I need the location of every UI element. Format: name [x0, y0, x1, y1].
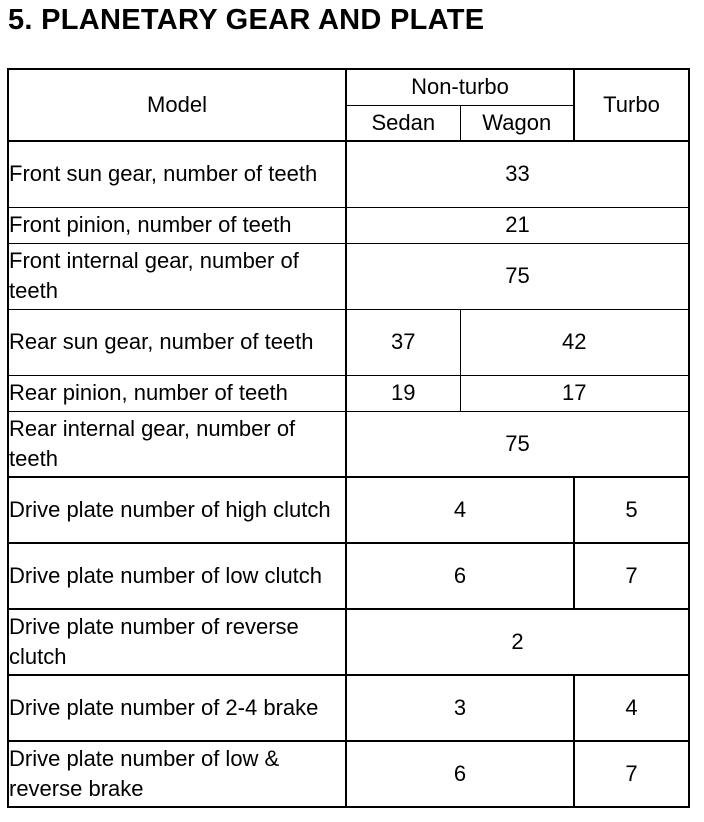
row-label: Drive plate number of low & reverse brake [8, 741, 346, 807]
row-label: Rear sun gear, number of teeth [8, 309, 346, 375]
row-label: Drive plate number of high clutch [8, 477, 346, 543]
row-value-wagon-turbo: 17 [460, 375, 689, 411]
row-value-non-turbo: 6 [346, 543, 574, 609]
row-value-turbo: 7 [574, 543, 689, 609]
row-value-sedan: 19 [346, 375, 460, 411]
header-sedan: Sedan [346, 105, 460, 141]
row-label: Drive plate number of reverse clutch [8, 609, 346, 675]
table-row [8, 207, 689, 243]
row-label: Front internal gear, number of teeth [8, 243, 346, 309]
row-label: Drive plate number of low clutch [8, 543, 346, 609]
header-turbo: Turbo [574, 69, 689, 141]
row-value-turbo: 4 [574, 675, 689, 741]
row-value: 2 [346, 609, 689, 675]
row-value: 75 [346, 243, 689, 309]
row-label: Front pinion, number of teeth [8, 207, 346, 243]
row-value-sedan: 37 [346, 309, 460, 375]
table-row [8, 141, 689, 207]
table-row [8, 411, 689, 477]
header-wagon: Wagon [460, 105, 574, 141]
row-value-wagon-turbo: 42 [460, 309, 689, 375]
header-row-top [8, 69, 689, 105]
table-row [8, 543, 689, 609]
row-label: Rear internal gear, number of teeth [8, 411, 346, 477]
table-row [8, 741, 689, 807]
section-heading: 5. PLANETARY GEAR AND PLATE [8, 4, 485, 36]
row-value: 33 [346, 141, 689, 207]
planetary-gear-table [7, 68, 690, 808]
header-model: Model [8, 69, 346, 141]
row-value-non-turbo: 3 [346, 675, 574, 741]
table-row [8, 243, 689, 309]
table-row [8, 309, 689, 375]
table-row [8, 609, 689, 675]
row-value-turbo: 7 [574, 741, 689, 807]
row-value: 21 [346, 207, 689, 243]
row-label: Drive plate number of 2-4 brake [8, 675, 346, 741]
row-label: Front sun gear, number of teeth [8, 141, 346, 207]
header-non-turbo: Non-turbo [346, 69, 574, 105]
row-value-non-turbo: 4 [346, 477, 574, 543]
row-value: 75 [346, 411, 689, 477]
table-row [8, 675, 689, 741]
row-label: Rear pinion, number of teeth [8, 375, 346, 411]
row-value-non-turbo: 6 [346, 741, 574, 807]
table-row [8, 477, 689, 543]
table-row [8, 375, 689, 411]
row-value-turbo: 5 [574, 477, 689, 543]
